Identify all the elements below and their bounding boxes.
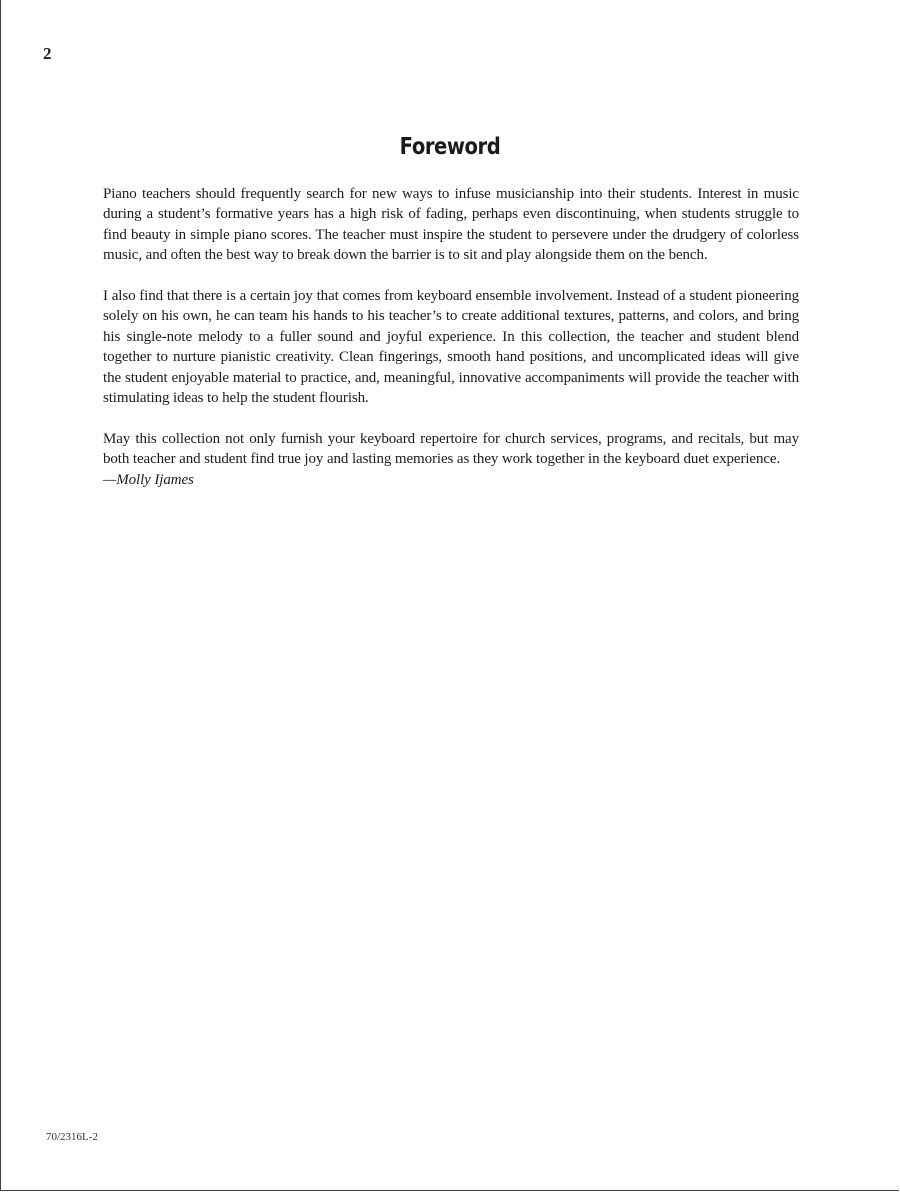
page-number: 2 [43, 44, 52, 63]
paragraph-1: Piano teachers should frequently search for new ways to infuse musicianship into their students. Interest in music during a student’s formative years has a high risk of fading, perhaps even discontinuing, when students struggle to find beauty in simple piano scores. The teacher must inspire the student to persevere under the drudgery of colorless music, and often the best way to break down the barrier is to sit and play alongside them on the bench. [103, 186, 799, 264]
page-title: Foreword [399, 134, 501, 160]
paragraph-3: May this collection not only furnish your keyboard repertoire for church services, programs, and recitals, but may both teacher and student find true joy and lasting memories as they work together in the keyboard duet experience. [103, 430, 799, 468]
author-signature: —Molly Ijames [103, 471, 194, 488]
foreword-body [103, 184, 799, 510]
catalog-code: 70/2316L-2 [46, 1131, 98, 1143]
paragraph-2: I also find that there is a certain joy that comes from keyboard ensemble involvement. Instead of a student pioneering solely on his own, he can team his hands to his teacher’s to create additional textures, patterns, and colors, and bring his single-note melody to a fuller sound and joyful experience. In this collection, the teacher and student blend together to nurture pianistic creativity. Clean fingerings, smooth hand positions, and uncomplicated ideas will give the student enjoyable material to practice, and, meaningful, innovative accompaniments will provide the teacher with stimulating ideas to help the student flourish. [103, 288, 799, 407]
